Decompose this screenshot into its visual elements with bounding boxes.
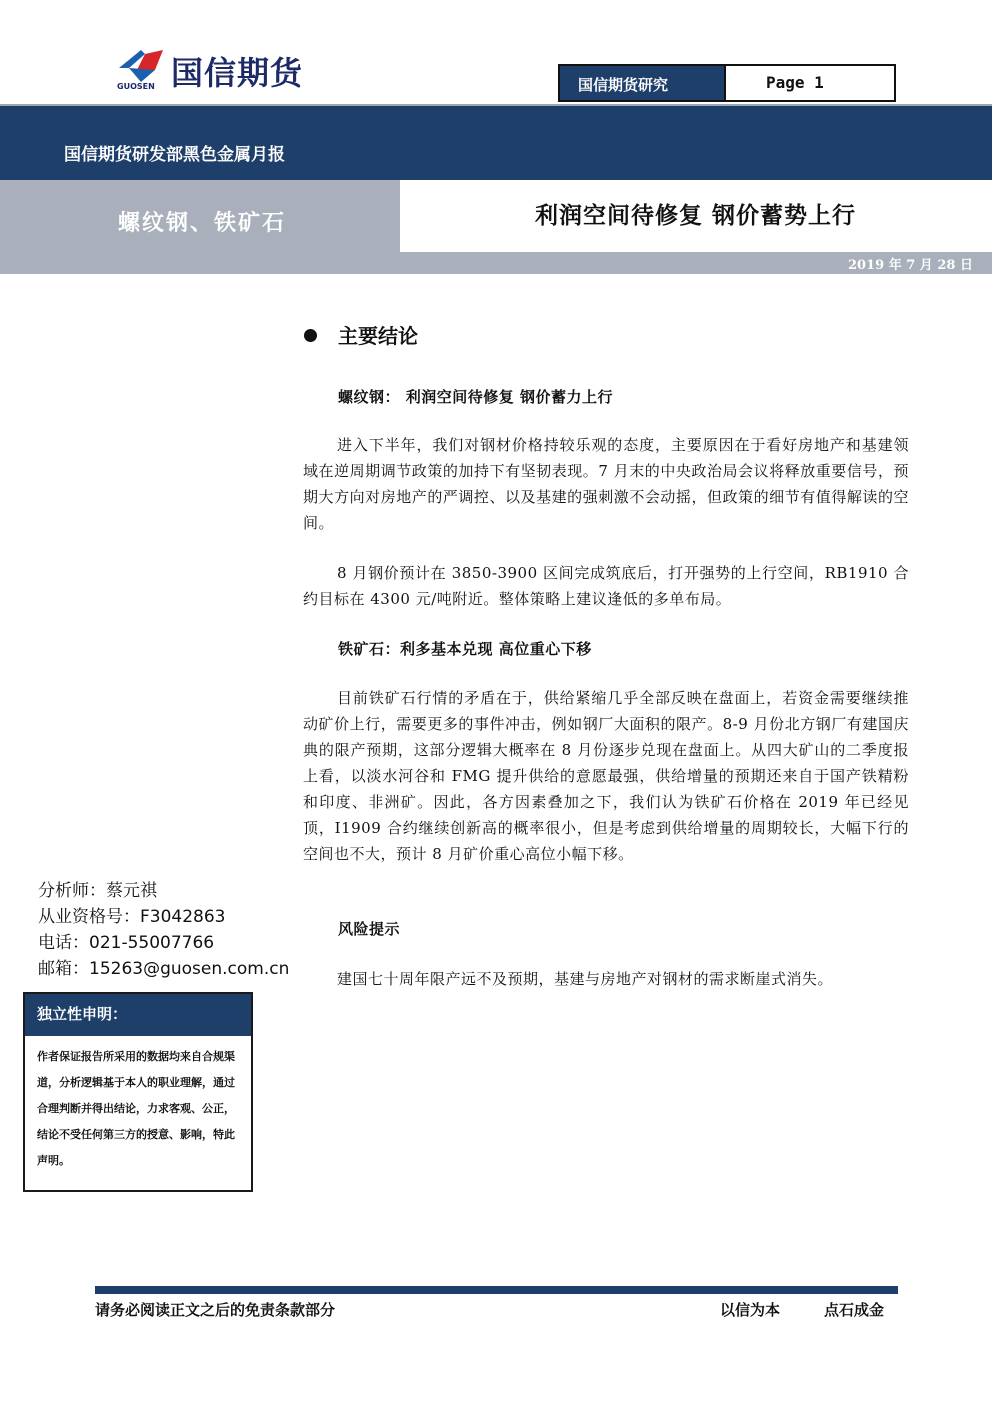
report-series-title: 国信期货研发部黑色金属月报 xyxy=(64,145,285,165)
date-bar xyxy=(0,252,992,274)
logo-name: 国信期货 xyxy=(171,54,304,92)
footer-motto-2: 点石成金 xyxy=(824,1301,885,1319)
analyst-license: 从业资格号：F3042863 xyxy=(38,907,226,927)
page-title: 利润空间待修复 钢价蓄势上行 xyxy=(535,202,857,229)
analyst-email: 邮箱：15263@guosen.com.cn xyxy=(38,959,290,979)
company-logo xyxy=(115,48,345,94)
risk-paragraph: 建国七十周年限产远不及预期，基建与房地产对钢材的需求断崖式消失。 xyxy=(337,970,834,988)
category-label: 螺纹钢、铁矿石 xyxy=(118,210,287,236)
declaration-text: 作者保证报告所采用的数据均来自合规渠道，分析逻辑基于本人的职业理解，通过合理判断并得出结论，力求客观、公正，结论不受任何第三方的授意、影响，特此声明。 xyxy=(37,1050,235,1167)
analyst-name: 分析师：蔡元祺 xyxy=(38,881,157,901)
logo-subtext: GUOSEN xyxy=(117,82,155,91)
rebar-paragraph-2: 8 月钢价预计在 3850-3900 区间完成筑底后，打开强势的上行空间，RB1910 合约目标在 4300 元/吨附近。整体策略上建议逢低的多单布局。 xyxy=(303,564,909,608)
footer-motto-1: 以信为本 xyxy=(720,1301,781,1319)
guosen-logo-icon xyxy=(115,48,167,84)
risk-heading: 风险提示 xyxy=(338,920,401,938)
section-heading: 主要结论 xyxy=(338,324,418,348)
bullet-icon xyxy=(304,329,317,342)
rebar-heading: 螺纹钢： 利润空间待修复 钢价蓄力上行 xyxy=(338,388,613,406)
footer-bar xyxy=(95,1286,898,1294)
iron-ore-heading: 铁矿石：利多基本兑现 高位重心下移 xyxy=(338,640,592,658)
rebar-paragraph-1: 进入下半年，我们对钢材价格持较乐观的态度，主要原因在于看好房地产和基建领域在逆周期调节政策的加持下有坚韧表现。7 月末的中央政治局会议将释放重要信号，预期大方向对房地产的严调控、以及基建的强刺激不会动摇，但政策的细节有值得解读的空间。 xyxy=(303,436,909,532)
iron-ore-paragraph: 目前铁矿石行情的矛盾在于，供给紧缩几乎全部反映在盘面上，若资金需要继续推动矿价上行，需要更多的事件冲击，例如钢厂大面积的限产。8-9 月份北方钢厂有建国庆典的限产预期，这部分逻辑大概率在 8 月份逐步兑现在盘面上。从四大矿山的二季度报上看，以淡水河谷和 FMG 提升供给的意愿最强，供给增量的预期还来自于国产铁精粉和印度、非洲矿。因此，各方因素叠加之下，我们认为铁矿石价格在 2019 年已经见顶，I1909 合约继续创新高的概率很小，但是考虑到供给增量的周期较长，大幅下行的空间也不大，预计 8 月矿价重心高位小幅下移。 xyxy=(303,689,909,863)
analyst-phone: 电话：021-55007766 xyxy=(38,933,215,953)
footer-disclaimer: 请务必阅读正文之后的免责条款部分 xyxy=(95,1301,336,1319)
page-number: Page 1 xyxy=(726,64,896,102)
research-label: 国信期货研究 xyxy=(558,64,726,102)
independence-declaration xyxy=(23,992,253,1192)
report-date: 2019 年 7 月 28 日 xyxy=(848,258,973,273)
declaration-title: 独立性申明： xyxy=(25,994,251,1036)
